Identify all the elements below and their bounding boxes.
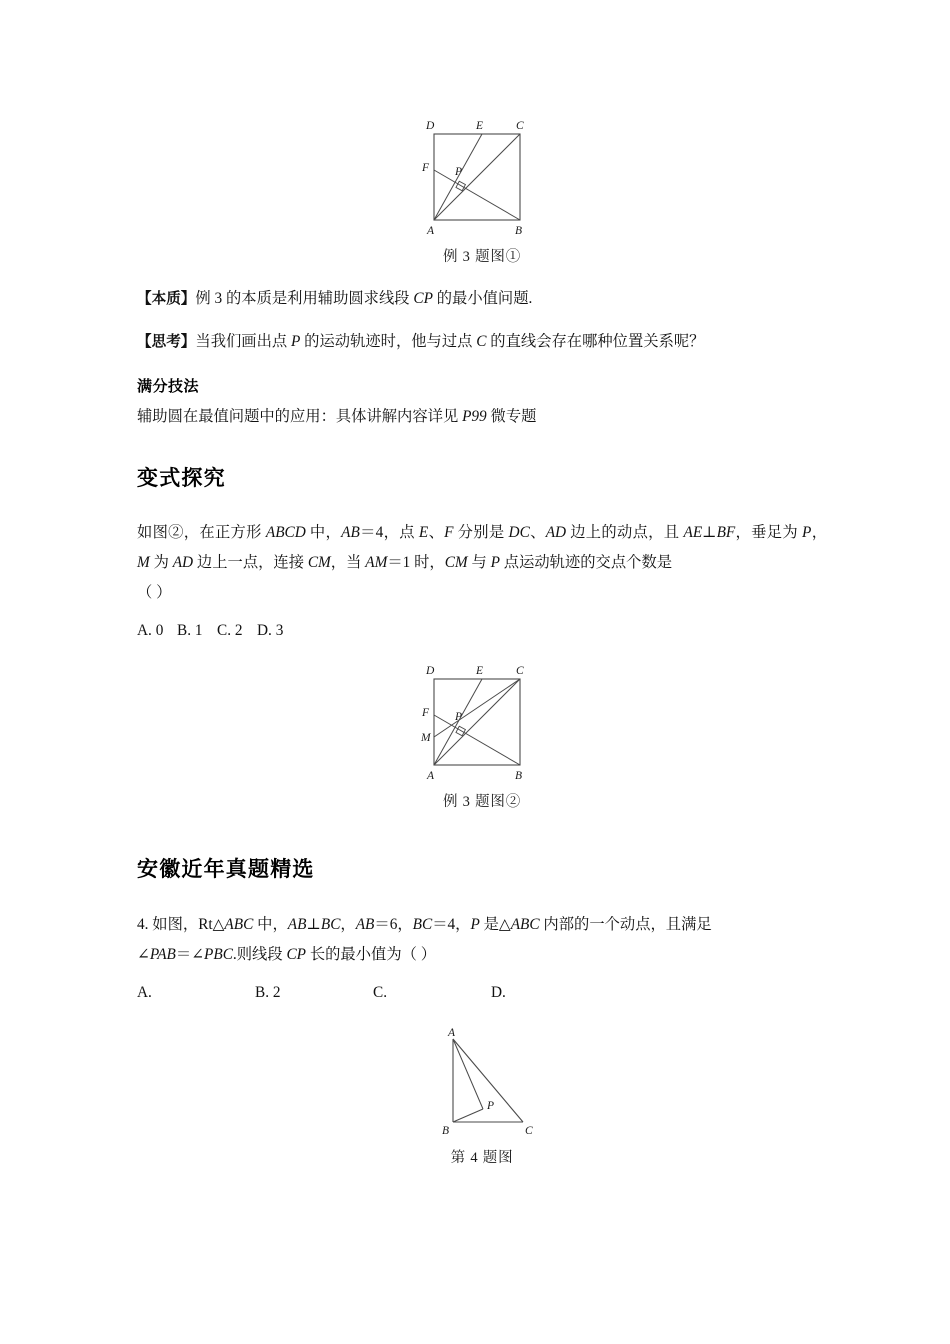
figure-3-block (137, 1027, 827, 1167)
label-d: D (426, 665, 435, 678)
vb-s6: 、 (529, 524, 546, 542)
anhui-option-b[interactable]: B. 2 (255, 983, 281, 1001)
vb-i4: F (444, 524, 454, 542)
vb-s5: 分别是 (453, 524, 509, 542)
vb-s12: 边上一点，连接 (193, 554, 308, 572)
aq-i5: BC (412, 916, 433, 934)
variation-option-a[interactable]: A. 0 (137, 621, 164, 639)
label-p: P (455, 711, 463, 724)
essence-lead: 【本质】 (137, 291, 196, 307)
vb-i1: ABCD (265, 524, 306, 542)
page-content (137, 0, 827, 1167)
anhui-option-a[interactable]: A. (137, 983, 152, 1001)
label-c: C (525, 1125, 533, 1138)
aq-s9: ∠ (137, 946, 150, 964)
label-m: M (421, 732, 431, 745)
vb-s17: （ ） (137, 583, 172, 601)
thinking-text-2: 的运动轨迹时，他与过点 (300, 332, 477, 350)
anhui-question (137, 910, 827, 970)
vb-i12: CM (307, 554, 331, 572)
aq-i6: P (470, 916, 480, 934)
aq-i3: BC (320, 916, 341, 934)
vb-i11: AD (172, 554, 194, 572)
variation-option-b[interactable]: B. 1 (177, 621, 203, 639)
aq-i2: AB (287, 916, 307, 934)
variation-heading: 变式探究 (137, 467, 226, 491)
variation-option-c[interactable]: C. 2 (217, 621, 243, 639)
label-e: E (476, 120, 484, 132)
essence-paragraph (137, 287, 827, 312)
essence-text-1: 例 3 的本质是利用辅助圆求线段 (195, 290, 414, 307)
aq-i10: CP (286, 946, 307, 964)
aq-s12: 长的最小值为（ ） (306, 946, 437, 964)
vb-s16: 点运动轨迹的交点个数是 (499, 554, 673, 572)
variation-options-row (137, 619, 827, 643)
label-a: A (448, 1027, 456, 1040)
vb-s9: ，垂足为 (735, 524, 803, 542)
label-b: B (442, 1125, 450, 1138)
segment-ap (453, 1039, 483, 1109)
vb-i10: M (137, 554, 150, 572)
full-score-text-1: 辅助圆在最值问题中的应用：具体讲解内容详见 (137, 407, 463, 425)
label-a: A (427, 770, 435, 783)
vb-s15: 与 (467, 554, 491, 572)
aq-s7: 是△ (479, 916, 511, 934)
label-f: F (422, 707, 430, 720)
figure-2-caption: 例 3 题图② (442, 794, 522, 811)
aq-i8: PAB (149, 946, 176, 964)
full-score-paragraph (137, 405, 827, 430)
label-c: C (516, 665, 524, 678)
vb-i13: AM (365, 554, 388, 572)
variation-option-d[interactable]: D. 3 (257, 621, 284, 639)
aq-s4: ， (340, 916, 356, 934)
full-score-text-2: 微专题 (486, 407, 537, 425)
thinking-text-1: 当我们画出点 (195, 332, 291, 350)
segment-bp (453, 1109, 483, 1122)
aq-s1: 如图，Rt△ (148, 916, 225, 934)
label-c: C (516, 120, 524, 132)
thinking-lead: 【思考】 (137, 333, 196, 350)
vb-i2: AB (341, 524, 360, 542)
aq-s5: ＝6， (374, 916, 413, 934)
aq-s3: ⊥ (306, 916, 321, 934)
vb-s2: 中， (305, 524, 342, 542)
aq-i9: PBC (204, 946, 233, 964)
figure-3-triangle-diagram (417, 1027, 547, 1139)
aq-i1: ABC (224, 916, 254, 934)
vb-i14: CM (444, 554, 468, 572)
anhui-options-row (137, 981, 827, 1005)
vb-s1: 如图②，在正方形 (137, 524, 266, 542)
thinking-text-3: 的直线会存在哪种位置关系呢？ (486, 332, 705, 350)
aq-s8: 内部的一个动点，且满足 (539, 916, 712, 934)
thinking-italic-p: P (291, 332, 301, 350)
figure-2-square-diagram (412, 657, 552, 783)
vb-s3: ＝4，点 (359, 524, 419, 542)
aq-s10: ＝∠ (175, 946, 205, 964)
anhui-heading: 安徽近年真题精选 (137, 858, 315, 882)
figure-3-caption: 第 4 题图 (450, 1150, 514, 1167)
anhui-option-c[interactable]: C. (373, 983, 388, 1001)
vb-i15: P (490, 554, 500, 572)
vb-i8: BF (716, 524, 736, 542)
aq-s11: .则线段 (232, 946, 287, 964)
label-b: B (515, 225, 523, 237)
full-score-italic-p99: P99 (462, 407, 487, 425)
thinking-italic-c: C (476, 332, 487, 350)
vb-i9: P (802, 524, 812, 542)
vb-i6: AD (545, 524, 567, 542)
anhui-option-d[interactable]: D. (491, 983, 506, 1001)
label-d: D (426, 120, 435, 132)
aq-s2: 中， (253, 916, 288, 934)
label-p: P (455, 166, 463, 178)
vb-s4: 、 (428, 524, 445, 542)
variation-body (137, 518, 827, 607)
essence-text-2: 的最小值问题. (432, 290, 533, 307)
figure-1-square-diagram (412, 112, 552, 238)
vb-i7: AE (683, 524, 703, 542)
vb-s8: ⊥ (702, 524, 717, 542)
aq-s6: ＝4， (432, 916, 471, 934)
full-score-heading: 满分技法 (137, 377, 200, 395)
aq-i4: AB (355, 916, 375, 934)
vb-s7: 边上的动点，且 (566, 524, 684, 542)
figure-1-block (137, 112, 827, 266)
label-f: F (422, 162, 430, 174)
essence-italic-cp: CP (413, 290, 433, 307)
aq-num: 4. (137, 916, 149, 934)
figure-2-block (137, 657, 827, 811)
vb-s13: ，当 (330, 554, 366, 572)
label-p: P (487, 1100, 495, 1113)
vb-s10: ， (811, 524, 827, 542)
figure-1-caption: 例 3 题图① (442, 249, 522, 265)
label-e: E (476, 665, 484, 678)
vb-s11: 为 (149, 554, 173, 572)
vb-s14: ＝1 时， (387, 554, 445, 572)
vb-i3: E (418, 524, 429, 542)
label-a: A (427, 225, 435, 237)
aq-i7: ABC (510, 916, 540, 934)
label-b: B (515, 770, 523, 783)
thinking-paragraph (137, 330, 827, 355)
vb-i5: DC (508, 524, 530, 542)
